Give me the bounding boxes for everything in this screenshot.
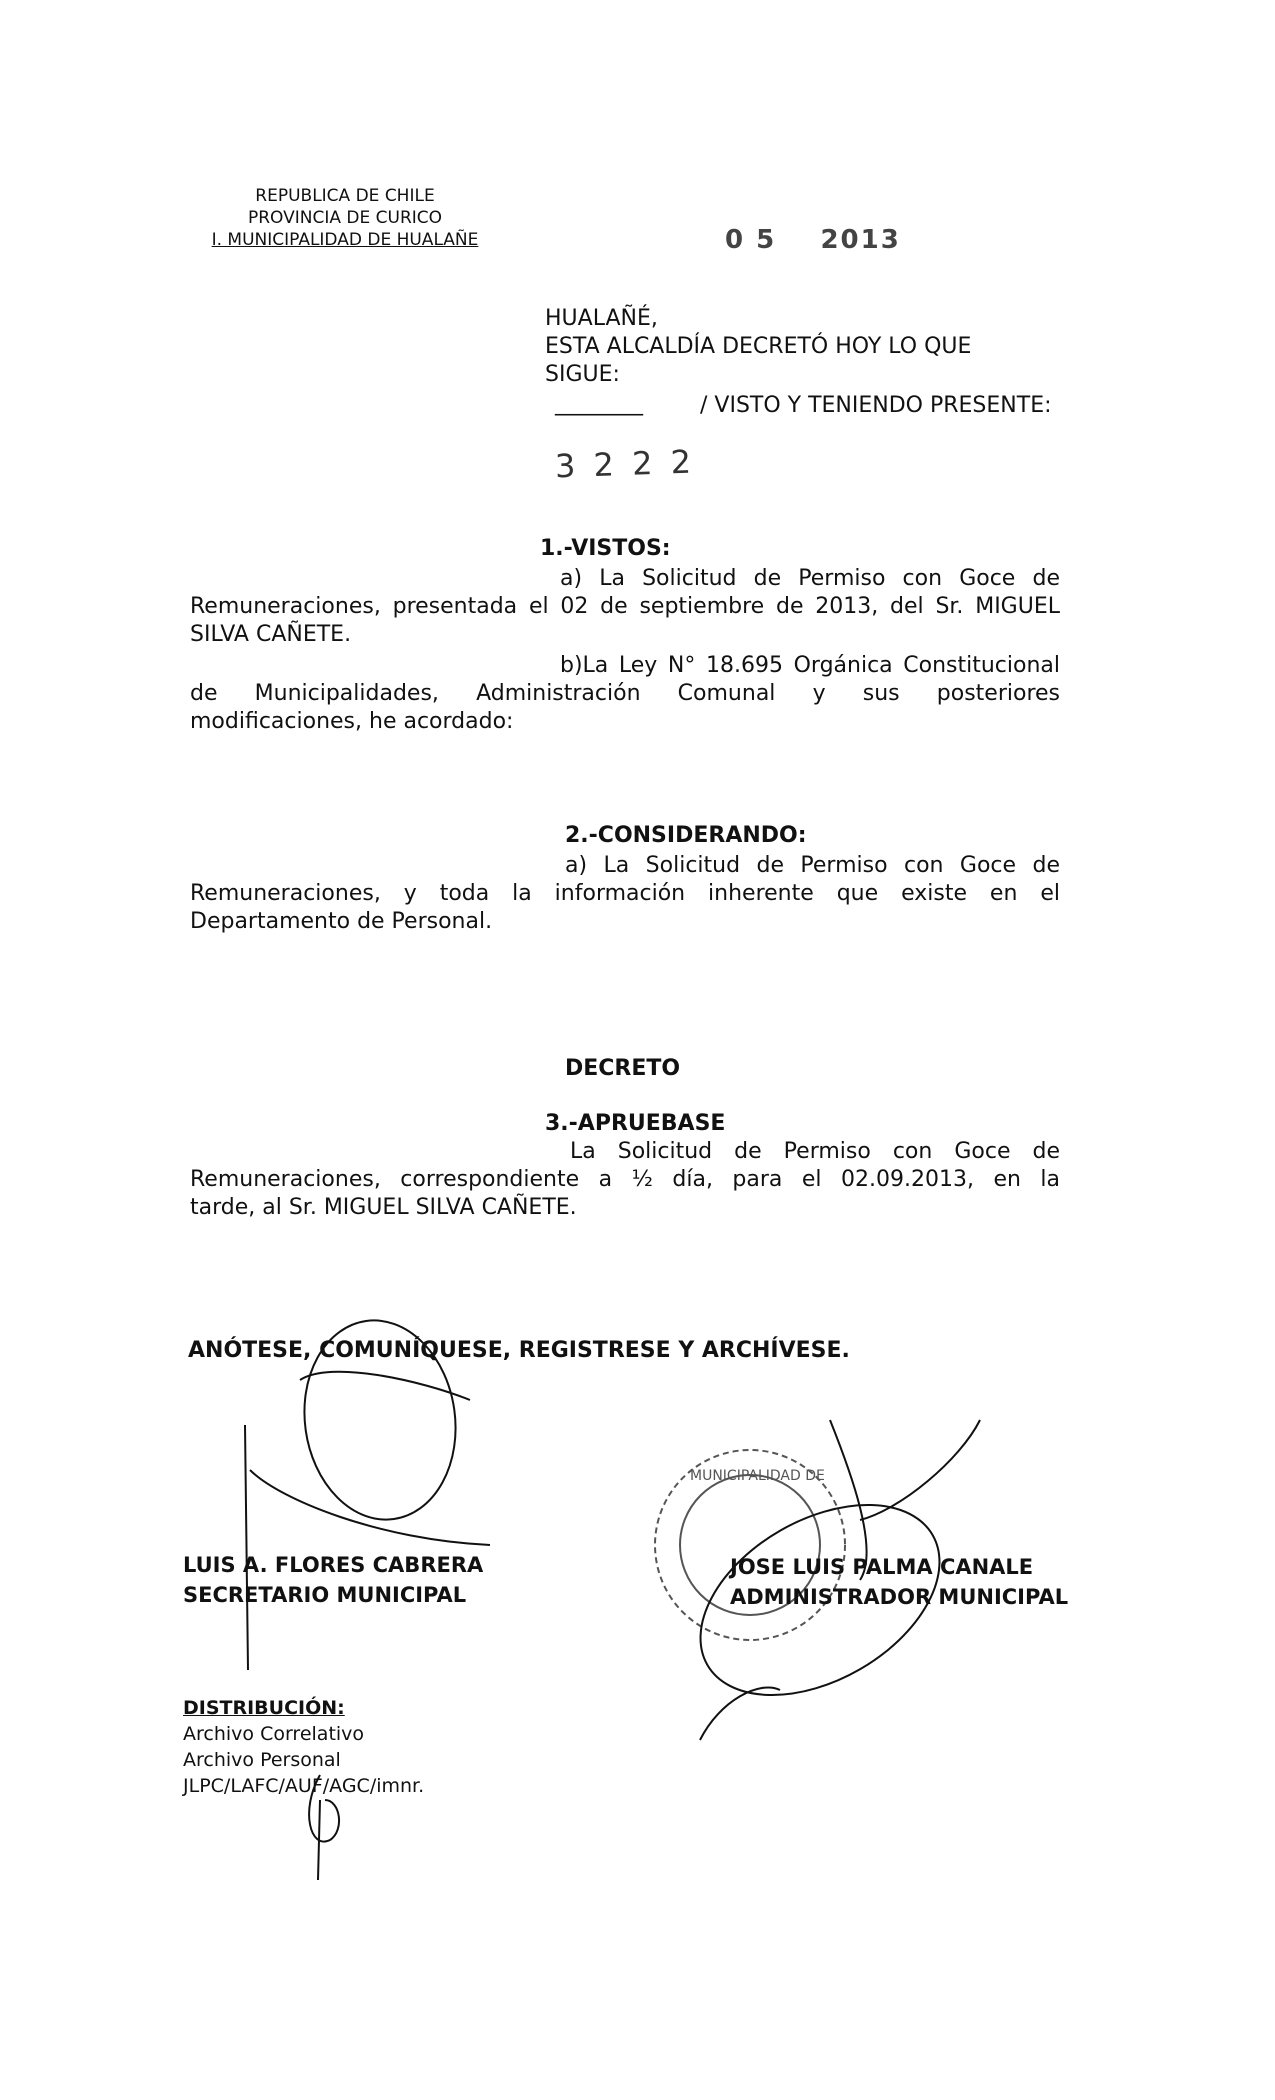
apruebase-heading: 3.-APRUEBASE bbox=[545, 1111, 726, 1136]
right-signatory-name: JOSE LUIS PALMA CANALE bbox=[730, 1555, 1034, 1579]
apruebase-line1: La Solicitud de Permiso con Goce de bbox=[570, 1139, 1060, 1164]
header-country: REPUBLICA DE CHILE bbox=[255, 186, 435, 206]
intro-line3: / VISTO Y TENIENDO PRESENTE: bbox=[700, 393, 1052, 418]
distribution-item: JLPC/LAFC/AUF/AGC/imnr. bbox=[183, 1775, 425, 1797]
vistos-b-line2: de Municipalidades, Administración Comunal y sus posteriores bbox=[190, 681, 1060, 706]
date-stamp: 0 5 2013 bbox=[725, 225, 901, 255]
vistos-a-line3: SILVA CAÑETE. bbox=[190, 622, 352, 647]
vistos-heading: 1.-VISTOS: bbox=[540, 536, 671, 561]
distribution-heading: DISTRIBUCIÓN: bbox=[183, 1697, 345, 1719]
vistos-a-line2: Remuneraciones, presentada el 02 de septiembre de 2013, del Sr. MIGUEL bbox=[190, 594, 1060, 619]
vistos-b-line1: b)La Ley N° 18.695 Orgánica Constitucional bbox=[560, 653, 1060, 678]
left-signatory bbox=[183, 1550, 483, 1610]
intro-line1: ESTA ALCALDÍA DECRETÓ HOY LO QUE bbox=[545, 334, 972, 359]
right-signatory bbox=[730, 1552, 1068, 1612]
seal-text: MUNICIPALIDAD DE bbox=[690, 1468, 825, 1484]
left-signatory-title: SECRETARIO MUNICIPAL bbox=[183, 1583, 467, 1607]
vistos-a-line1: a) La Solicitud de Permiso con Goce de bbox=[560, 566, 1060, 591]
considerando-a-line3: Departamento de Personal. bbox=[190, 909, 493, 934]
apruebase-line2: Remuneraciones, correspondiente a ½ día, para el 02.09.2013, en la bbox=[190, 1167, 1060, 1192]
right-signatory-title: ADMINISTRADOR MUNICIPAL bbox=[730, 1585, 1069, 1609]
decreto-label: DECRETO bbox=[565, 1056, 681, 1081]
header-municipality: I. MUNICIPALIDAD DE HUALAÑE bbox=[211, 230, 479, 250]
apruebase-line3: tarde, al Sr. MIGUEL SILVA CAÑETE. bbox=[190, 1195, 577, 1220]
considerando-heading: 2.-CONSIDERANDO: bbox=[565, 823, 807, 848]
distribution-block bbox=[183, 1695, 424, 1799]
considerando-a-line2: Remuneraciones, y toda la información inherente que existe en el bbox=[190, 881, 1060, 906]
intro-line2: SIGUE: bbox=[545, 362, 620, 387]
distribution-item: Archivo Correlativo bbox=[183, 1723, 365, 1745]
closing-formula: ANÓTESE, COMUNÍQUESE, REGISTRESE Y ARCHÍVESE. bbox=[188, 1338, 850, 1363]
considerando-a-line1: a) La Solicitud de Permiso con Goce de bbox=[565, 853, 1060, 878]
intro-blank: ________ bbox=[555, 391, 643, 416]
intro-place: HUALAÑÉ, bbox=[545, 306, 658, 331]
decree-number: 3 2 2 2 bbox=[554, 442, 696, 486]
left-signatory-name: LUIS A. FLORES CABRERA bbox=[183, 1553, 484, 1577]
distribution-item: Archivo Personal bbox=[183, 1749, 341, 1771]
vistos-b-line3: modificaciones, he acordado: bbox=[190, 709, 514, 734]
header-province: PROVINCIA DE CURICO bbox=[247, 208, 443, 228]
